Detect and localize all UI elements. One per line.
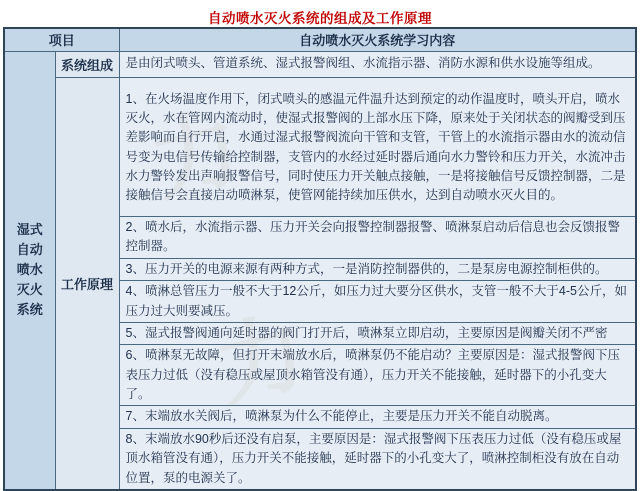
principle-item-1: 1、在火场温度作用下，闭式喷头的感温元件温升达到预定的动作温度时，喷头开启，喷水灭火，水在管网内流动时，使湿式报警阀的上部水压下降，原来处于关闭状态的阀瓣受到压差影响而自行开启，水通过湿式报警阀流向干管和支管，干管上的水流指示器由水的流动信号变为电信号传输给控制器，支管内的水经过延时器后通向水力警铃和压力开关，水流冲击水力警铃发出声响报警信号，同时使压力开关触点接触，一是将接触信号反馈控制器，二是接触信号会直接启动喷淋泵，使管网能持续加压供水，达到自动喷水灭火目的。 — [119, 77, 636, 216]
content-table — [3, 27, 637, 491]
principle-item-3: 3、压力开关的电源来源有两种方式，一是消防控制器供的，二是泵房电源控制柜供的。 — [119, 258, 636, 280]
header-cell-project: 项目 — [4, 28, 119, 51]
principle-item-7: 7、末端放水关阀后，喷淋泵为什么不能停止，主要是压力开关不能自动脱离。 — [119, 406, 636, 428]
system-name-cell: 湿式自动喷水灭火系统 — [4, 51, 55, 490]
composition-row — [4, 51, 636, 77]
page-title: 自动喷水灭火系统的组成及工作原理 — [208, 11, 432, 26]
principle-item-6: 6、喷淋泵无故障，但打开末端放水后，喷淋泵仍不能启动？主要原因是：湿式报警阀下压表压力过低（没有稳压或屋顶水箱管没有通），压力开关不能接触，延时器下的小孔变大了。 — [119, 345, 636, 406]
principle-item-8: 8、末端放水90秒后还没有启泵，主要原因是：湿式报警阀下压表压力过低（没有稳压或屋顶水箱管没有通），压力开关不能接触，延时器下的小孔变大了，喷淋控制柜没有放在自动位置，泵的电源关了。 — [119, 428, 636, 490]
composition-content-cell: 是由闭式喷头、管道系统、湿式报警阀组、水流指示器、消防水源和供水设施等组成。 — [119, 51, 636, 77]
principle-label-cell: 工作原理 — [55, 77, 119, 490]
composition-label-cell: 系统组成 — [55, 51, 119, 77]
principle-item-5: 5、湿式报警阀通向延时器的阀门打开后，喷淋泵立即启动，主要原因是阀瓣关闭不严密 — [119, 322, 636, 344]
table-header-row — [4, 28, 636, 51]
principle-row-1 — [4, 77, 636, 216]
header-cell-content: 自动喷水灭火系统学习内容 — [119, 28, 636, 51]
principle-item-2: 2、喷水后，水流指示器、压力开关会向报警控制器报警、喷淋泵启动后信息也会反馈报警控制器。 — [119, 216, 636, 258]
principle-item-4: 4、喷淋总管压力一般不大于12公斤，如压力过大要分区供水，支管一般不大于4-5公斤，如压力过大则要减压。 — [119, 281, 636, 323]
